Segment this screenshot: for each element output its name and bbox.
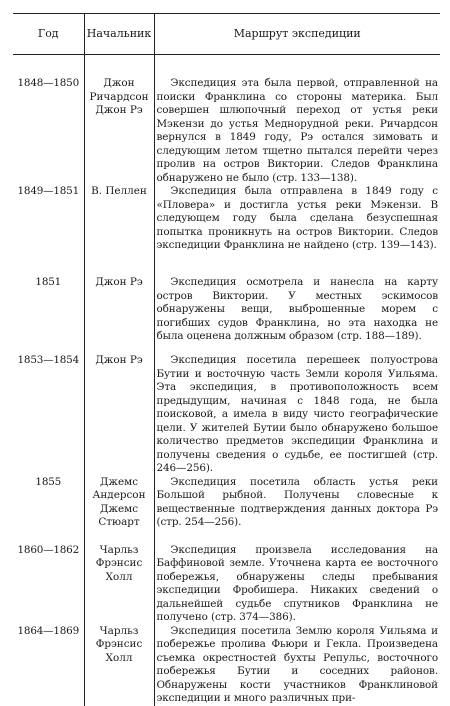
table-header [13,14,440,55]
table-body [13,55,440,706]
row-year: 1864—1869 [17,624,79,637]
row-year: 1851 [35,276,62,289]
row-route: Экспедиция произвела исследования на Баффиновой земле. Уточнена карта ее восточного побережья, обнаружены следы пребывания экспедиции Фробишера. Никаких сведений о дальнейшей судьбе спутников Франклина не получено (стр. 374—386). [154,544,440,625]
row-route: Экспедиция осмотрела и нанесла на карту остров Виктории. У местных эскимосов обнаружены вещи, выброшенные морем с погибших судов Франклина, но эта находка не была оценена должным образом (стр. 188—189). [154,276,440,354]
row-route: Экспедиция посетила перешеек полуострова Бутии и восточную часть Земли короля Уильяма. Эта экспедиция, в противоположность всем предыдущим, начиная с 1848 года, не была поисковой, а имела в виду чисто географические цели. У жителей Бутии было обнаружено большое количество предметов экспедиции Франклина и получены сведения о судьбе, ее постигшей (стр. 246—256). [154,354,440,476]
table-row [13,354,440,476]
table-row [13,185,440,276]
table-row [13,625,440,706]
row-year: 1860—1862 [17,543,79,556]
row-leader: Джон Ричардсон Джон Рэ [84,55,154,186]
header-leader: Начальник [84,14,154,55]
row-route: Экспедиция посетила область устья реки Большой рыбной. Получены словесные к вещественные подтверждения данных доктора Рэ (стр. 254—256). [154,476,440,544]
table-row [13,55,440,186]
row-leader: В. Пеллен [84,185,154,276]
row-route: Экспедиция посетила Землю короля Уильяма и побережье пролива Фьюри и Гекла. Произведена съемка окрестностей бухты Репульс, восточного побережья Бутии и соседних районов. Обнаружены кости участников Франклиновой экспедиции и много различных при- [154,625,440,706]
row-route: Экспедиция была отправлена в 1849 году с «Пловера» и достигла устья реки Мэкензи. В следующем году была сделана безуспешная попытка проникнуть на остров Виктории. Следов экспедиции Франклина не найдено (стр. 139—143). [154,185,440,276]
table-row [13,276,440,354]
table-row [13,544,440,625]
row-leader: Джон Рэ [84,276,154,354]
row-leader: Джемс Андерсон Джемс Стюарт [84,476,154,544]
row-year: 1848—1850 [17,77,79,89]
row-year: 1855 [35,475,62,488]
expeditions-table [13,13,440,706]
header-route: Маршрут экспедиции [154,14,440,55]
row-year: 1853—1854 [17,354,79,367]
row-leader: Чарльз Фрэнсис Холл [84,625,154,706]
table-row [13,476,440,544]
row-leader: Джон Рэ [84,354,154,476]
row-route: Экспедиция эта была первой, отправленной на поиски Франклина со стороны материка. Был совершен шлюпочный переход от устья реки Мэкензи до устья Медноpудной реки. Ричардсон вернулся в 1849 году, Рэ остался зимовать и следующим летом тщетно пытался перейти через пролив на остров Виктории. Следов Франклина обнаружено не было (стр. 133—138). [154,55,440,186]
row-year: 1849—1851 [17,185,79,198]
header-row [13,14,440,55]
row-leader: Чарльз Фрэнсис Холл [84,544,154,625]
header-year: Год [13,14,84,55]
